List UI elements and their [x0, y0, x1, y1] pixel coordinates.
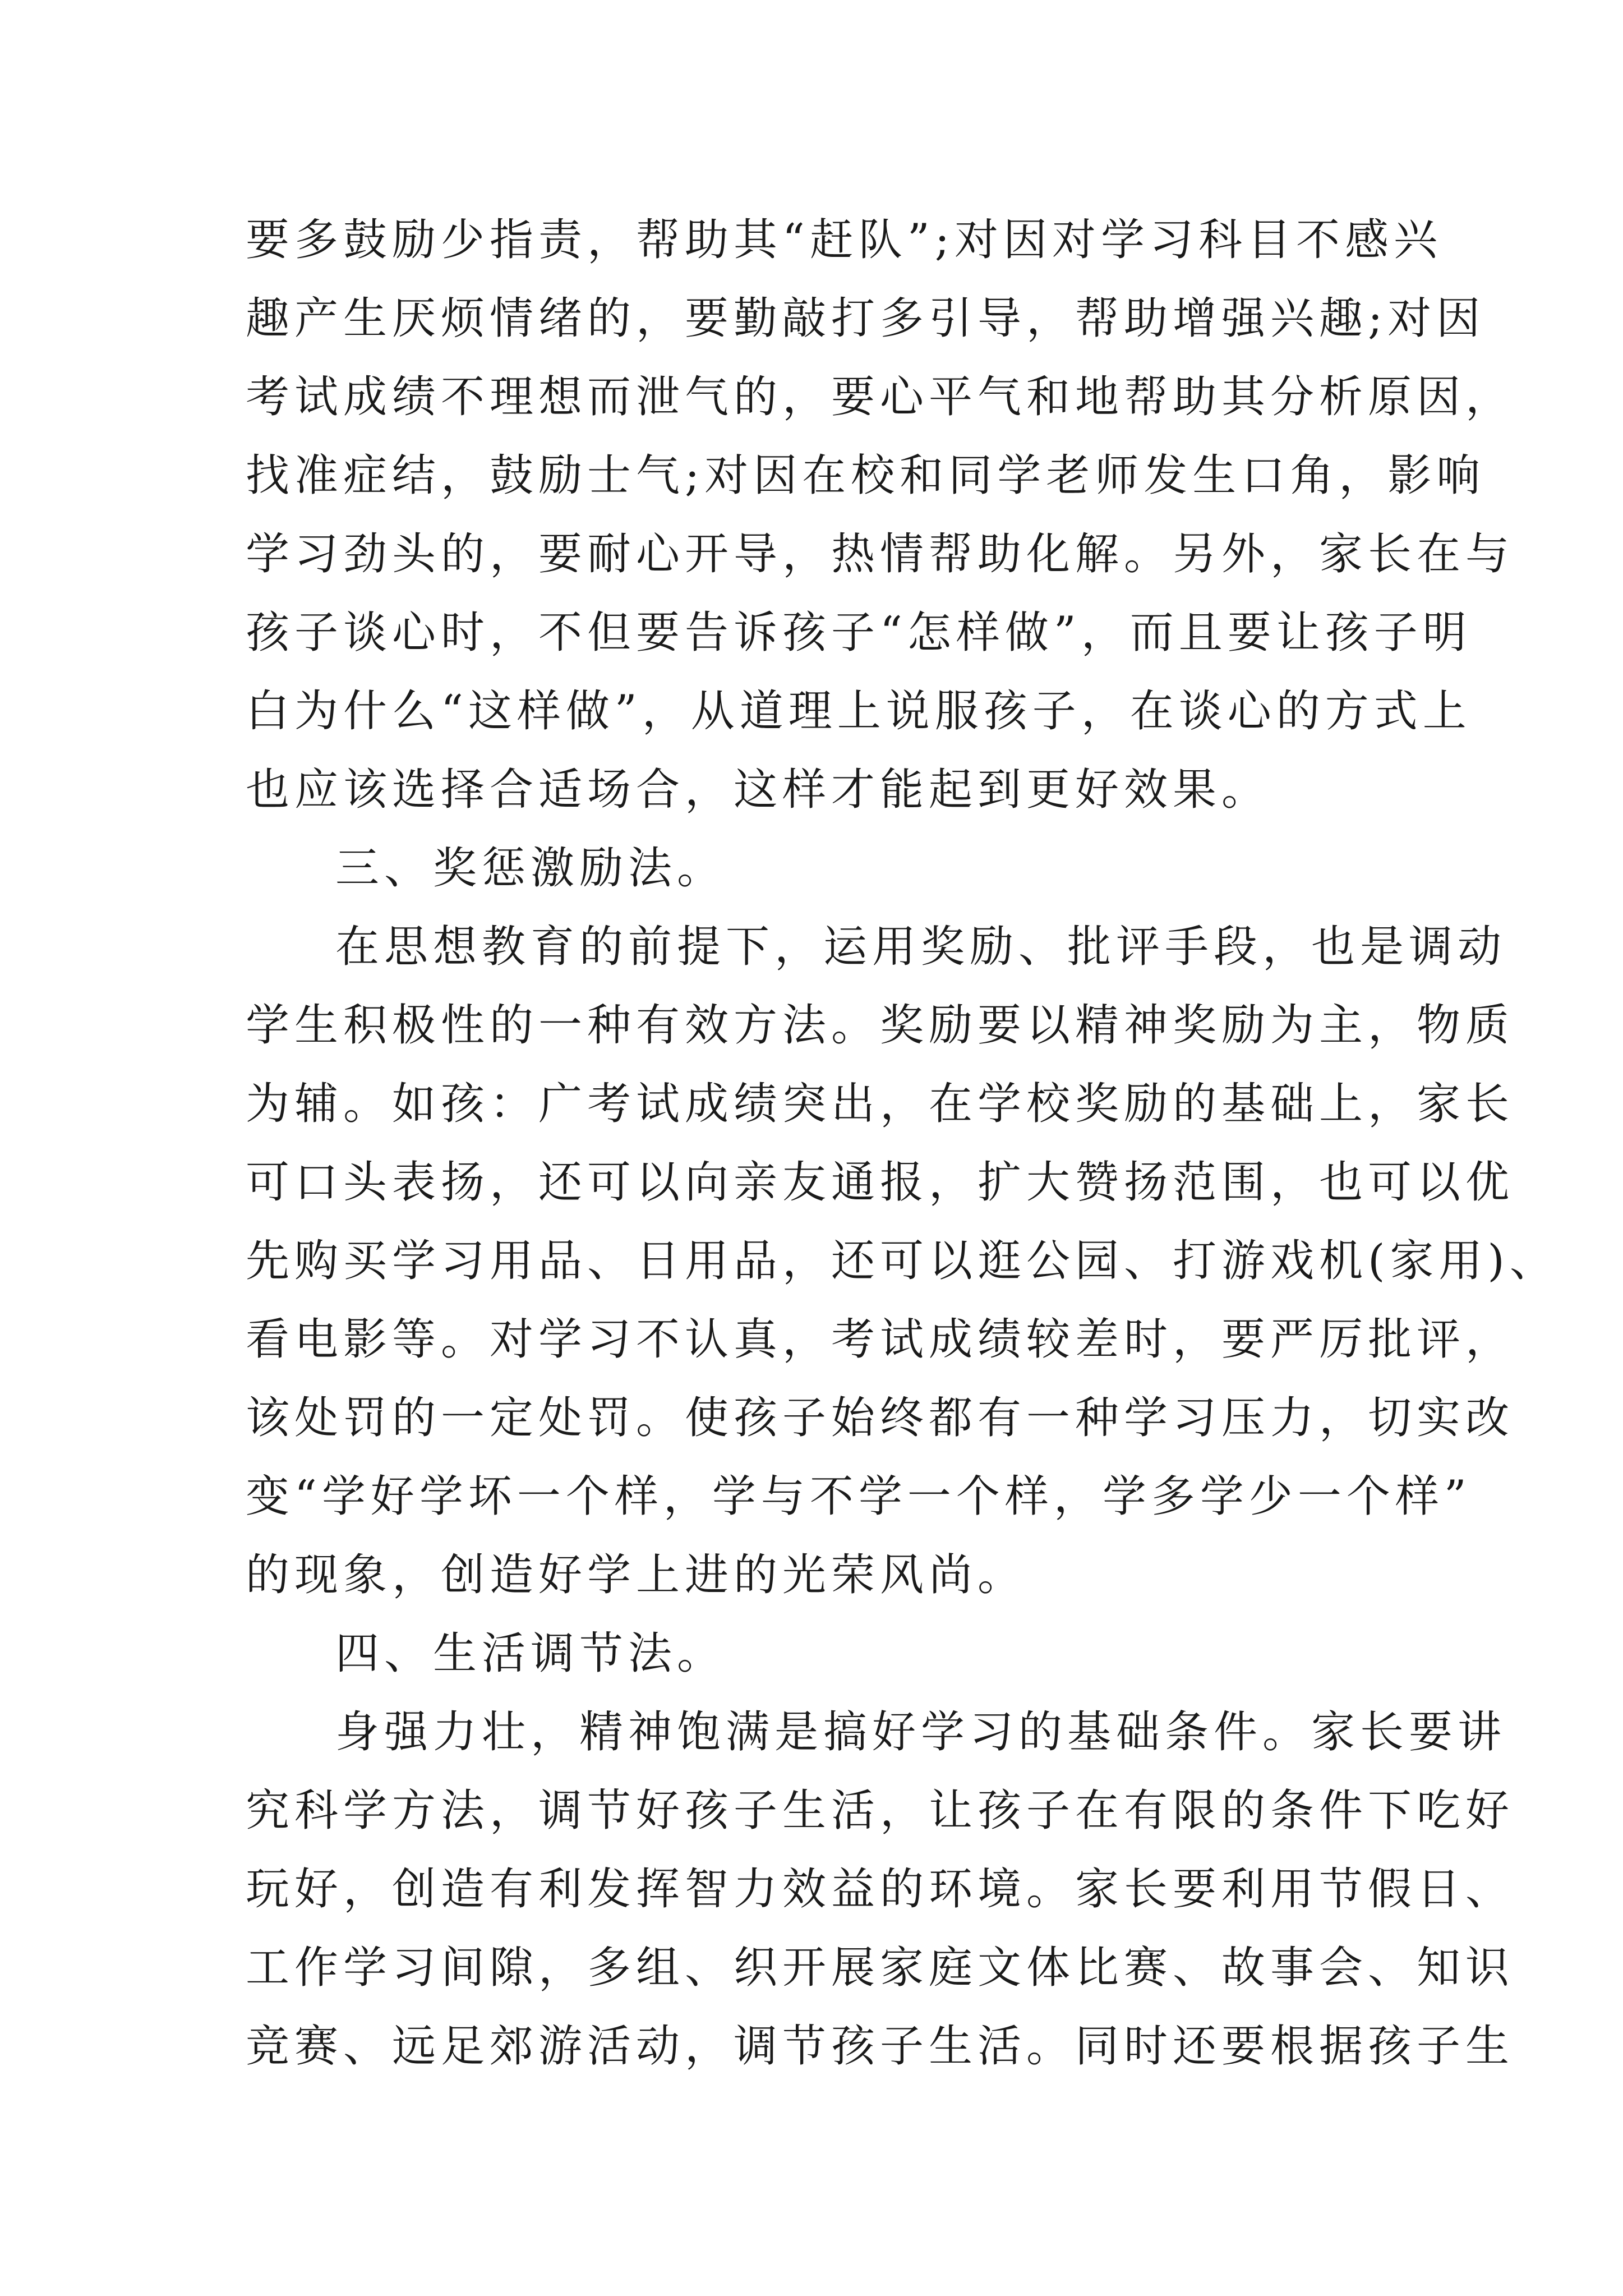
text-line: 工作学习间隙，多组、织开展家庭文体比赛、故事会、知识	[246, 1943, 1515, 1993]
section-heading: 四、生活调节法。	[335, 1628, 726, 1679]
text-line: 学生积极性的一种有效方法。奖励要以精神奖励为主，物质	[246, 1000, 1515, 1051]
text-line: 为辅。如孩：广考试成绩突出，在学校奖励的基础上，家长	[246, 1079, 1515, 1129]
text-line: 考试成绩不理想而泄气的，要心平气和地帮助其分析原因，	[246, 372, 1515, 422]
text-line: 竞赛、远足郊游活动，调节孩子生活。同时还要根据孩子生	[246, 2021, 1515, 2072]
text-line: 找准症结，鼓励士气;对因在校和同学老师发生口角，影响	[246, 450, 1486, 501]
text-line: 学习劲头的，要耐心开导，热情帮助化解。另外，家长在与	[246, 529, 1515, 579]
text-line: 究科学方法，调节好孩子生活，让孩子在有限的条件下吃好	[246, 1786, 1515, 1836]
text-line: 玩好，创造有利发挥智力效益的环境。家长要利用节假日、	[246, 1864, 1515, 1915]
text-line: 也应该选择合适场合，这样才能起到更好效果。	[246, 765, 1271, 815]
text-line: 趣产生厌烦情绪的，要勤敲打多引导，帮助增强兴趣;对因	[246, 293, 1486, 344]
section-heading: 三、奖惩激励法。	[335, 843, 726, 894]
text-line: 可口头表扬，还可以向亲友通报，扩大赞扬范围，也可以优	[246, 1157, 1515, 1208]
text-line: 孩子谈心时，不但要告诉孩子“怎样做”，而且要让孩子明	[246, 608, 1472, 658]
text-line: 要多鼓励少指责，帮助其“赶队”;对因对学习科目不感兴	[246, 215, 1443, 265]
text-line: 该处罚的一定处罚。使孩子始终都有一种学习压力，切实改	[246, 1393, 1515, 1443]
text-line: 先购买学习用品、日用品，还可以逛公园、打游戏机(家用)、	[246, 1236, 1559, 1286]
text-line: 看电影等。对学习不认真，考试成绩较差时，要严厉批评，	[246, 1314, 1515, 1365]
text-line: 变“学好学坏一个样，学与不学一个样，学多学少一个样”	[246, 1471, 1472, 1522]
text-line: 的现象，创造好学上进的光荣风尚。	[246, 1550, 1027, 1600]
text-line: 在思想教育的前提下，运用奖励、批评手段，也是调动	[335, 922, 1507, 972]
text-line: 白为什么“这样做”，从道理上说服孩子，在谈心的方式上	[246, 686, 1472, 737]
text-line: 身强力壮，精神饱满是搞好学习的基础条件。家长要讲	[335, 1707, 1507, 1757]
